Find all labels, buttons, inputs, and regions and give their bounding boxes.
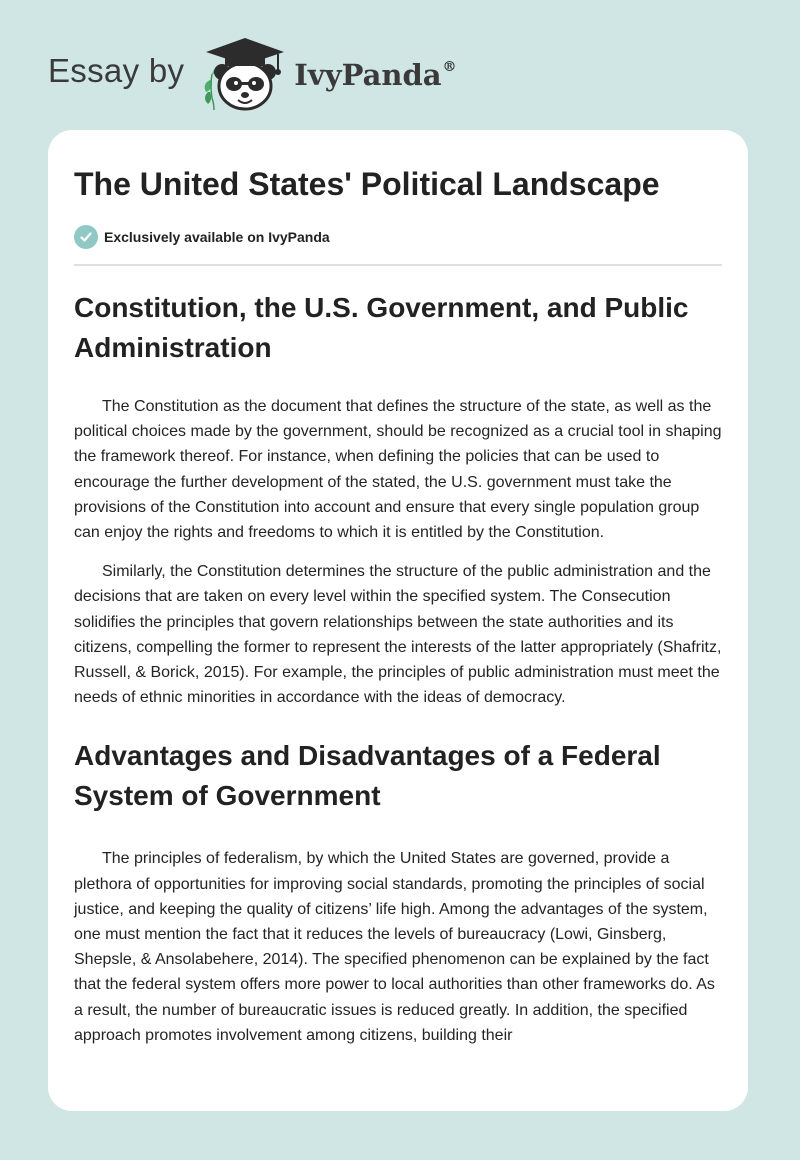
- section-heading: Advantages and Disadvantages of a Federal System of Government: [74, 740, 661, 812]
- brand-text: IvyPanda: [294, 58, 442, 92]
- essay-card: [48, 130, 748, 1111]
- paragraph: Similarly, the Constitution determines the structure of the public administration and the decisions that are taken on every level within the specified system. The Consecution solidifies the principles that govern relationships between the state authorities and its citizens, compelling the former to represent the interests of the latter appropriately (Shafritz, Russell, & Borick, 2015). For example, the principles of public administration must meet the needs of ethnic minorities in accordance with the ideas of democracy.: [74, 563, 722, 707]
- site-header: [48, 34, 457, 114]
- check-icon: [74, 225, 98, 249]
- brand-name[interactable]: [294, 58, 456, 92]
- section-heading: Constitution, the U.S. Government, and Public Administration: [74, 292, 689, 363]
- paragraph: The principles of federalism, by which the United States are governed, provide a plethora of opportunities for improving social standards, promoting the principles of social justice, and keeping the quality of citizens’ life high. Among the advantages of the system, one must mention the fact that it reduces the levels of bureaucracy (Lowi, Ginsberg, Shepsle, & Ansolabehere, 2014). The specified phenomenon can be explained by the fact that the federal system offers more power to local authorities than other frameworks do. As a result, the number of bureaucratic issues is reduced greatly. In addition, the specified approach promotes involvement among citizens, building their: [74, 850, 715, 1044]
- exclusive-badge: [74, 225, 722, 249]
- essay-by-label: Essay by: [48, 52, 185, 89]
- paragraph: The Constitution as the document that defines the structure of the state, as well as the political choices made by the government, should be recognized as a crucial tool in shaping the framework thereof. For instance, when defining the policies that can be used to encourage the further development of the stated, the U.S. government must take the provisions of the Constitution into account and ensure that every single population group can enjoy the rights and freedoms to which it is entitled by the Constitution.: [74, 398, 722, 542]
- registered-mark: ®: [442, 59, 457, 75]
- divider: [74, 264, 722, 266]
- page-title: The United States' Political Landscape: [74, 166, 660, 202]
- badge-label: Exclusively available on IvyPanda: [104, 229, 330, 245]
- ivypanda-logo-icon[interactable]: [198, 34, 290, 114]
